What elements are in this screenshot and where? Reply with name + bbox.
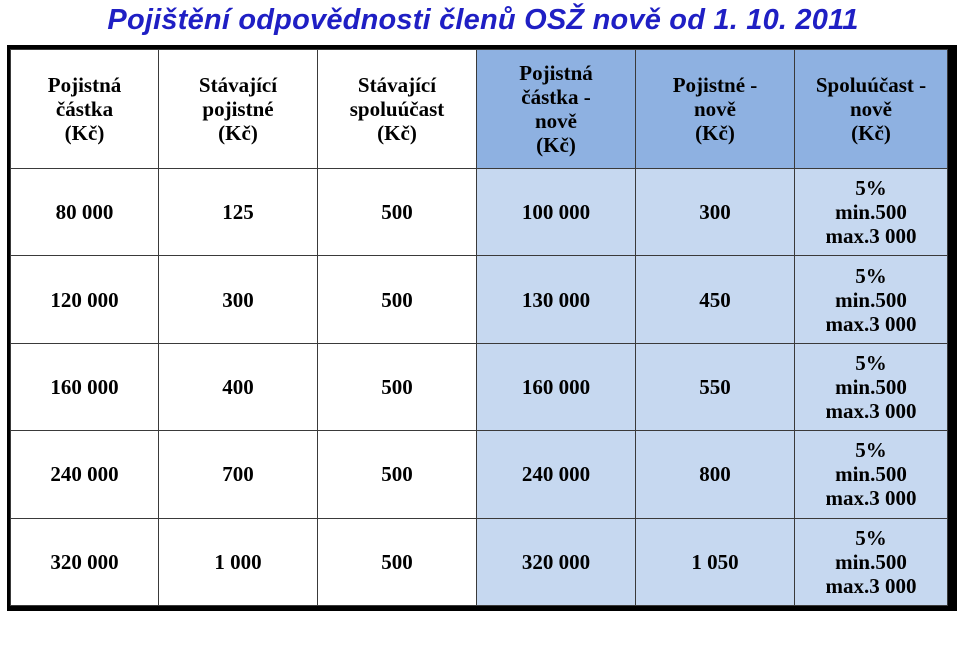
header-current-premium: Stávající pojistné (Kč) [159, 50, 318, 169]
cell-insured-amount: 240 000 [11, 431, 159, 518]
header-new-premium: Pojistné - nově (Kč) [636, 50, 795, 169]
cell-current-premium: 400 [159, 343, 318, 430]
cell-insured-amount: 80 000 [11, 169, 159, 256]
cell-new-insured-amount: 160 000 [477, 343, 636, 430]
cell-insured-amount: 320 000 [11, 518, 159, 605]
cell-new-insured-amount: 320 000 [477, 518, 636, 605]
cell-new-insured-amount: 130 000 [477, 256, 636, 343]
table-header-row [11, 50, 948, 169]
cell-current-deductible: 500 [318, 169, 477, 256]
cell-new-insured-amount: 240 000 [477, 431, 636, 518]
cell-current-deductible: 500 [318, 256, 477, 343]
cell-insured-amount: 160 000 [11, 343, 159, 430]
cell-new-premium: 300 [636, 169, 795, 256]
header-insured-amount: Pojistná částka (Kč) [11, 50, 159, 169]
cell-new-premium: 450 [636, 256, 795, 343]
cell-new-deductible: 5% min.500 max.3 000 [795, 256, 948, 343]
table-row [11, 431, 948, 518]
table-row [11, 343, 948, 430]
table-row [11, 169, 948, 256]
cell-new-insured-amount: 100 000 [477, 169, 636, 256]
cell-current-deductible: 500 [318, 431, 477, 518]
cell-current-deductible: 500 [318, 343, 477, 430]
cell-new-deductible: 5% min.500 max.3 000 [795, 518, 948, 605]
header-new-deductible: Spoluúčast - nově (Kč) [795, 50, 948, 169]
table-row [11, 256, 948, 343]
cell-new-premium: 550 [636, 343, 795, 430]
cell-insured-amount: 120 000 [11, 256, 159, 343]
page-title: Pojištění odpovědnosti členů OSŽ nově od 1. 10. 2011 [107, 4, 859, 36]
cell-current-premium: 125 [159, 169, 318, 256]
cell-current-deductible: 500 [318, 518, 477, 605]
cell-new-deductible: 5% min.500 max.3 000 [795, 343, 948, 430]
cell-new-deductible: 5% min.500 max.3 000 [795, 431, 948, 518]
cell-current-premium: 1 000 [159, 518, 318, 605]
header-current-deductible: Stávající spoluúčast (Kč) [318, 50, 477, 169]
table-row [11, 518, 948, 605]
insurance-table [10, 49, 948, 606]
cell-new-premium: 1 050 [636, 518, 795, 605]
cell-new-deductible: 5% min.500 max.3 000 [795, 169, 948, 256]
cell-new-premium: 800 [636, 431, 795, 518]
header-new-insured-amount: Pojistná částka - nově (Kč) [477, 50, 636, 169]
cell-current-premium: 300 [159, 256, 318, 343]
cell-current-premium: 700 [159, 431, 318, 518]
